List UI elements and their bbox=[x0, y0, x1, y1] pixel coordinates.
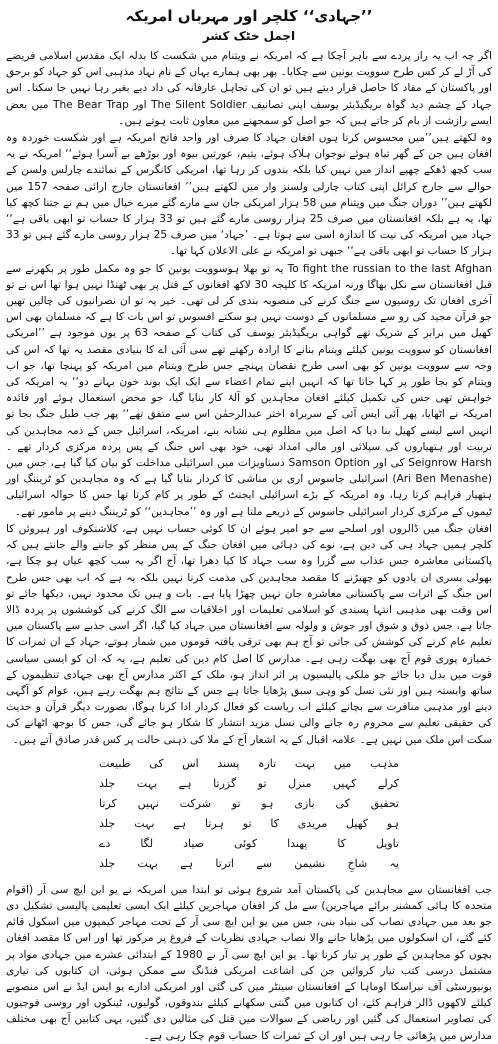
paragraph-4: افغان جنگ میں ڈالروں اور اسلحے سے جو امیر ہوئے ان کا کوئی حساب نہیں ہے، کلاشنکوف اور ہیروئن کا کلچر ہمیں جہاد ہی کی دین ہے، نوے کی دہائی میں افغان جنگ کے پس منظر کو جاننے والے جانتے ہیں کہ پاکستانی معاشرہ جس عذاب سے گزرا وہ سب جہاد کا کیا دھرا تھا، آج اگر یہ سب کچھ عیاں ہو چکا ہے، بھولی بسری ان یادوں کو چھیڑنے کا مقصد مجاہدین کی مذمت کرنا نہیں بلکہ یہ ہے کہ اب بھی جس طرح اس جنگ کے اثرات سے پاکستانی معاشرہ جان نہیں چھڑا پایا ہے۔ بات و ہیں تک محدود نہیں، دیکھا جائے تو اس وقت بھی مذہبی انتہا پسندی کو اسلامی تعلیمات اور اخلاقیات سے الگ کرنے کی کوششوں پر پردہ ڈالا جاتا ہے، جس ذوق و شوق اور جوش و ولولہ سے افغانستان میں جہاد کیا گیا، اگر اسی جذبے سے پاکستان میں تعلیم عام کرنے کی کوشش کی جاتی تو آج ہم بھی ترقی یافتہ قوموں میں شمار ہوتے، جہاد کے ان ثمرات کا خمیازہ پوری قوم آج بھی بھگت رہی ہے۔ مدارس کا اصل کام دین کی تعلیم ہے، یہ کہ ان کو ایسی سیاسی قوت میں بدل دیا جائے جو ملکی پالیسیوں پر اثر انداز ہو، ملک کے اکثر مدارس آج بھی جہادی تنظیموں کے ساتھ وابستہ ہیں اور نئی نسل کو وہی سبق پڑھایا جاتا ہے جس کے نتائج ہم بھگت رہے ہیں، عوام کو آگہی دینے اور مذہبی منافرت سے بچانے کیلئے اب ریاست کو فعال کردار ادا کرنا ہوگا، بصورت دیگر قرآن و حدیث کی حقیقی تعلیم سے محروم رہ جانے والی نسل مزید انتشار کا شکار ہو جائے گی، جس کا بوجھ اٹھانے کی سکت اس ملک میں نہیں ہے۔ علامہ اقبال کے یہ اشعار آج کے ملا کی ذہنی حالت پر کس قدر صادق آتے ہیں۔ bbox=[6, 522, 492, 746]
poem-line: یہ شاخِ نشیمن سے اترتا ہے بہت جلد bbox=[99, 856, 399, 870]
article-body bbox=[6, 48, 492, 1044]
paragraph-2: وہ لکھتے ہیں’’میں محسوس کرتا ہوں افغان جہاد کا صرف اور واحد فاتح امریکہ ہے اور شکست خوردہ وہ افغان ہیں جن کے گھر تباہ ہوئے نوجوان ہلاک ہوئے، یتیم، عورتیں بیوہ اور بوڑھے بے آسرا ہوئے‘‘ امریکہ نے یہ سب کچھ ڈھکے چھپے انداز میں نہیں کیا بلکہ بندوں کر رہا تھا، امریکی کانگرس کے نمائندے چارلس ولسن کے حوالے سے جارج کرائل اپنی کتاب چارلی ولسنز وار میں لکھتے ہیں’’ افغانستان جارج ارائی صفحہ 157 میں لکھتے ہیں’’ دوران جنگ میں ویتنام میں 58 ہزار امریکی جان سے مارے گئے میرے خیال میں ہم نے جتنا کچھ کیا تھا، یہ ہے بلکہ افغانستان میں صرف 25 ہزار روسی مارے گئے ہیں تو 33 ہزار کا حساب تو ابھی باقی ہے‘‘ جہاد میں امریکہ کی نیت کا اندازہ اسی سے ہوتا ہے۔ ’جہاد‘ میں صرف 25 ہزار روسی مارے گئے ہیں تو 33 ہزار کا حساب تو ابھی باقی ہے‘‘ جبھی تو امریکہ نے علی الاعلان کہا تھا۔ bbox=[6, 132, 493, 258]
article-byline: اجمل خٹک کشر bbox=[202, 29, 296, 43]
paragraph-3: To fight the russian to the last Afghan یہ تو بھلا ہوسوویت یونین کا جو وہ مکمل طور پر بکھرنے سے قبل افغانستان سے نکل بھاگا ورنہ امریکہ کا کلیجہ 30 لاکھ افغانوں کے قتل پر بھی ٹھنڈا نہیں ہوا تھا اس نے تو آخری افغان تک روسیوں سے جنگ کرنے کی منصوبہ بندی کر لی تھی۔ خیر یہ تو ان نصرانیوں کی چالیں تھیں جو قرآن مجید کی رو سے مسلمانوں کے دوست نہیں ہو سکتے افسوس تو اس بات کا ہے کہ مسلمان بھی اس کھیل میں برابر کے شریک تھے گواہی بریگیڈیئر یوسف کی کتاب کے صفحہ 63 پر یوں موجود ہے ’’امریکی افغانستان کو سوویت یونین کیلئے ویتنام بنانے کا ارادہ رکھتے تھے سی آئی اے کا بنیادی مقصد یہ تھا کہ اس کی وجہ سے سوویت یونین کو بھی اسی طرح نقصان پہنچے جس طرح ویتنام میں امریکہ کو پہنچا تھا، جو اب ویتنام کو بجا طور پر کہا جاتا تھا کہ انہیں اپنے تمام اعضاء سے ایک ایک بوند خون بہانے دو‘‘ یہ امریکہ کی خواہش تھی جس کی تکمیل کیلئے افغان مجاہدین کو آلۂ کار بنایا گیا، جو محض استعمال ہوئے اور فائدہ امریکہ نے اٹھایا، پھر آئی ایس آئی کے سربراہ اختر عبدالرحمٰن اس سے متفق تھے‘‘ پھر جب طبل جنگ بجا تو انہیں اسے لیسے کھیل بنا دیا کہ اصل میں مظلوم ہی نشانہ بنے، امریکہ، اسرائیل جس کے ذمہ مجاہدین کی تربیت اور ہتھیاروں کی سپلائی اور مالی امداد تھی، خود بھی اس جنگ کے پس پردہ مرکزی کردار تھے ۔ Seignrow Harsh کی اور Samson Option دستاویزات میں اسرائیلی مداخلت کو بیان کیا گیا ہے، جس میں (Ari Ben Menashe) اسرائیلی جاسوس اری بن مناشی کا کردار بتایا گیا ہے کہ وہ مجاہدین کو ٹریننگ اور ہتھیار فراہم کرتا رہا، وہ امریکہ کے بڑے اسرائیلی ایجنٹ کے طور پر کام کرتا تھا جس کا حوالہ اسرائیلی ٹیموں کے مرکزی کردار اسرائیلی جاسوس کے ذریعے ملتا ہے اور وہ ’’مجاہدین‘‘ کو ٹریننگ دینے پر مامور تھے۔ bbox=[6, 262, 492, 518]
article-headline: ’’جہادی‘‘ کلچر اور مہرباں امریکہ bbox=[125, 7, 373, 25]
poem-line: تاویل کا پھندا کوئی صیاد لگا دے bbox=[99, 836, 399, 850]
poem-line: ہو کھیل مریدی کا تو ہرتا ہے بہت جلد bbox=[99, 816, 399, 830]
closing-paragraph: جب افغانستان سے مجاہدین کی پاکستان آمد شروع ہوئی تو ابتدا میں امریکہ نے یو این ایچ سی آر (اقوام متحدہ کا ہائی کمشنر برائے مہاجرین) سے مل کر افغان مہاجرین کیلئے ایک ایسی تعلیمی پالیسی تشکیل دی جو بعد میں جہادی نصاب کی بنیاد بنی، جس میں یو این ایچ سی آر کے تحت مہاجر کیمپوں میں اسکول قائم کئے گئے، ان اسکولوں میں پڑھایا جانے والا نصاب جہادی نظریات کے فروغ پر مرکوز تھا اور اس کا مقصد افغان بچوں کو مجاہدین کے طور پر تیار کرنا تھا۔ یو این ایچ سی آر نے 1980 کے ابتدائی عشرے میں جہادی مواد پر مشتمل درسی کتب تیار کروائیں جن کی اشاعت امریکی فنڈنگ سے ممکن ہوئی، ان کتابوں کی تیاری یونیورسٹی آف نبراسکا اوماہا کے افغانستان سینٹر میں کی گئی اور امریکی ادارے یو ایس ایڈ نے اس منصوبے کیلئے لاکھوں ڈالر فراہم کئے، ان کتابوں میں گنتی سکھانے کیلئے بندوقوں، گولیوں، ٹینکوں اور روسی فوجیوں کی تصاویر استعمال کی گئیں اور ریاضی کے سوالات میں قتل کی مثالیں دی گئیں، یہی کتابیں آج بھی مختلف مدارس میں پڑھائی جا رہی ہیں اور ان کے ثمرات کا حساب قوم چکا رہی ہے۔ bbox=[6, 883, 492, 1042]
poem-line: مذہب میں بہت تازہ پسند اس کی طبیعت bbox=[99, 756, 399, 770]
poem-block bbox=[99, 754, 399, 874]
paragraph-1: اگر چہ اب یہ راز پردے سے باہر آچکا ہے کہ امریکہ نے ویتنام میں شکست کا بدلہ ایک مقدس اسلامی فریضے کی آڑ لے کر کس طرح سوویت یونین سے چکایا۔ پھر بھی ہمارے یہاں کے نام نہاد مذہبی اس کو جہاد کو برحق اور پاکستان کے مفاد کا حاصل قرار دیتے ہیں تو ان کی تجاہل عارفانہ کی داد دیے بغیر رہا نہیں جا سکتا۔ اس جہاد کے چشم دید گواہ بریگیڈیئر یوسف اپنی تصانیف The Silent Soldier اور The Bear Trap میں بعض ایسے رازشت از بام کر جاتے ہیں کہ جو اصل کو سمجھنے میں معاون ثابت ہوتے ہیں۔ bbox=[6, 50, 492, 127]
poem-line: تحقیق کی بازی ہو تو شرکت نہیں کرتا bbox=[99, 796, 399, 810]
poem-line: کرلے کہیں منزل تو گزرتا ہے بہت جلد bbox=[99, 776, 399, 790]
